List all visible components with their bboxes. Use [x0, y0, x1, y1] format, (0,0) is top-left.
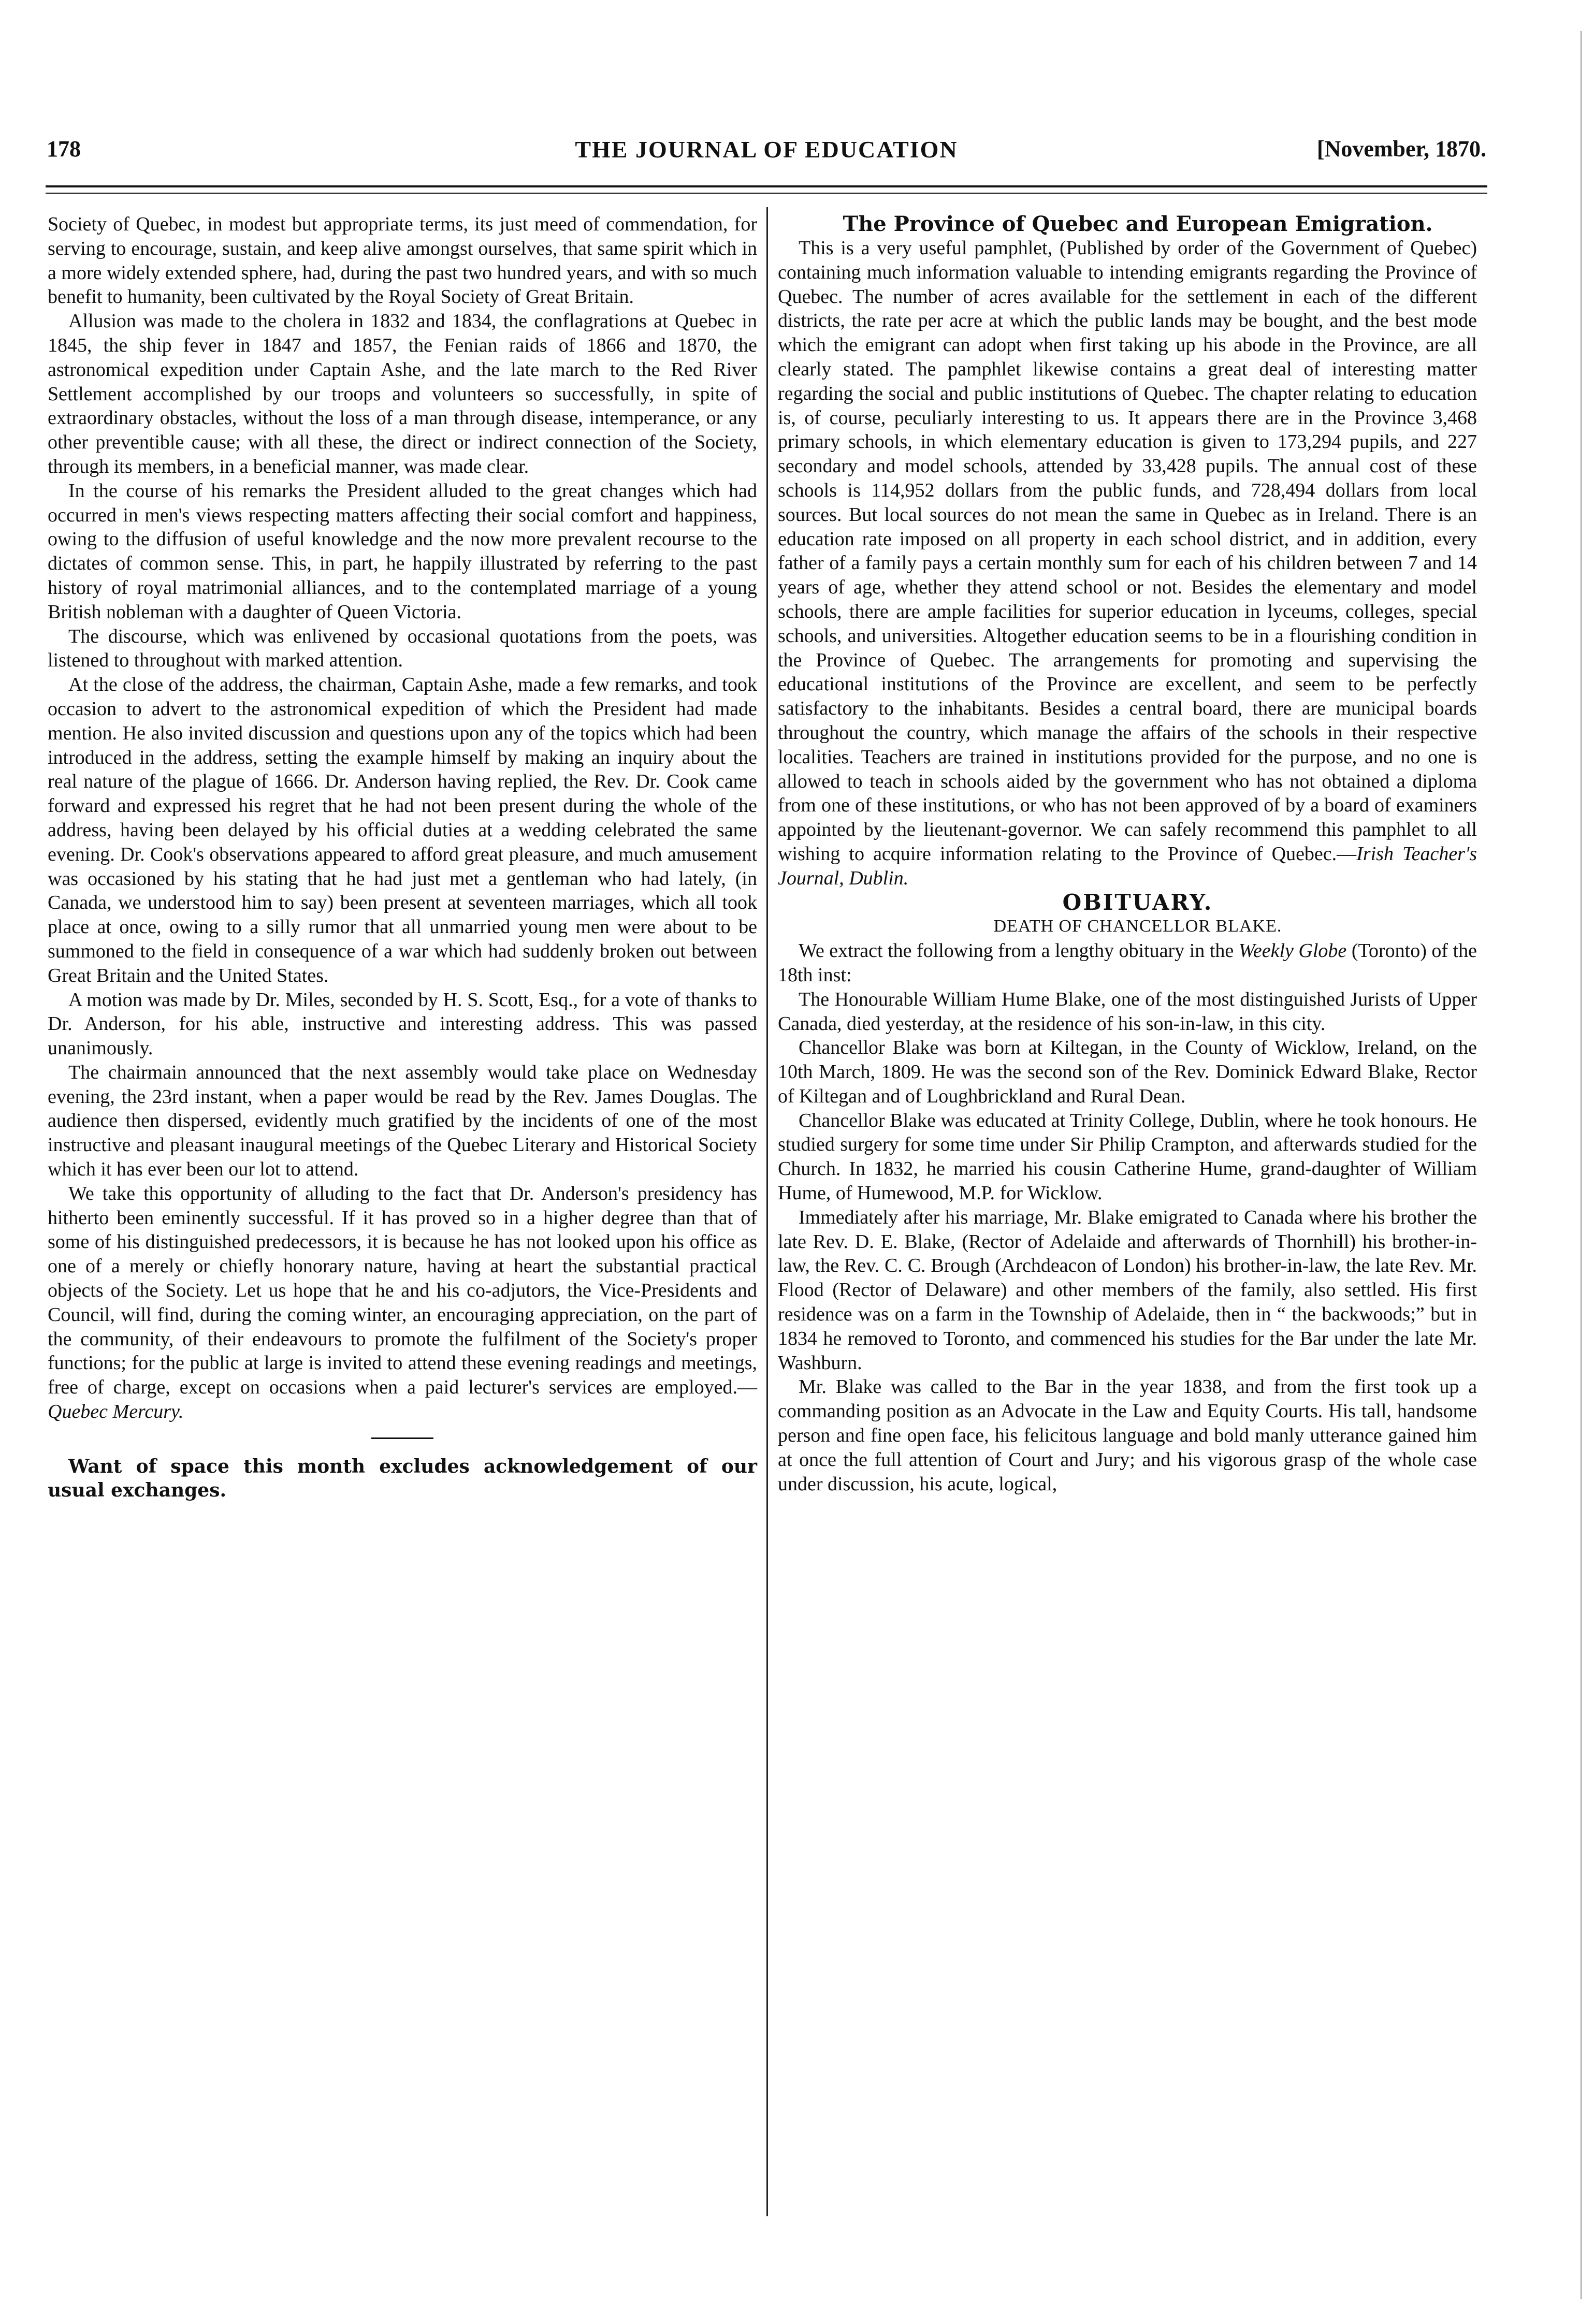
paragraph: The discourse, which was enlivened by occasional quotations from the poets, was listened to throughout with marked attention.: [48, 625, 757, 672]
paragraph-with-source: [48, 1182, 757, 1424]
page-edge-line: [1581, 31, 1582, 2299]
obituary-subtitle: DEATH OF CHANCELLOR BLAKE.: [993, 917, 1282, 936]
paragraph: Society of Quebec, in modest but appropriate terms, its just meed of commendation, for serving to encourage, sustain, and keep alive amongst ourselves, that same spirit which in a more widely extended sphere, had, during the past two hundred years, and with so much benefit to humanity, been cultivated by the Royal Society of Great Britain.: [48, 213, 757, 308]
obituary-paragraph: Immediately after his marriage, Mr. Blake emigrated to Canada where his brother the late Rev. D. E. Blake, (Rector of Adelaide and afterwards of Thornhill) his brother-in-law, the Rev. C. C. Brough (Archdeacon of London) his brother-in-law, the late Rev. Mr. Flood (Rector of Delaware) and other members of the family, also settled. His first residence was on a farm in the Township of Adelaide, then in “ the backwoods;” but in 1834 he removed to Toronto, and commenced his studies for the Bar under the late Mr. Washburn.: [778, 1206, 1477, 1374]
right-column: [778, 212, 1477, 1496]
exchanges-note: Want of space this month excludes acknowledgement of our usual exchanges.: [48, 1455, 757, 1501]
paragraph: We take this opportunity of alluding to the fact that Dr. Anderson's presidency has hitherto been eminently successful. If it has proved so in a higher degree than that of some of his distinguished predecessors, it is because he has not looked upon his office as one of a merely or chiefly honorary nature, having at heart the substantial practical objects of the Society. Let us hope that he and his co-adjutors, the Vice-Presidents and Council, will find, during the coming winter, an encouraging appreciation, on the part of the community, of their endeavours to promote the fulfilment of the Society's proper functions; for the public at large is invited to attend these evening readings and meetings, free of charge, except on occasions when a paid lecturer's services are employed.—: [48, 1182, 757, 1399]
journal-title: THE JOURNAL OF EDUCATION: [575, 136, 958, 163]
obituary-paragraph: Mr. Blake was called to the Bar in the year 1838, and from the first took up a commanding position as an Advocate in the Law and Equity Courts. His tall, handsome person and fine open face, his felicitous language and bold manly utterance gained him at once the full attention of Court and Jury; and his vigorous grasp of the whole case under discussion, his acute, logical,: [778, 1376, 1477, 1495]
source-citation: Quebec Mercury.: [48, 1401, 184, 1423]
obituary-paragraph: Chancellor Blake was born at Kiltegan, in the County of Wicklow, Ireland, on the 10th March, 1809. He was the second son of the Rev. Dominick Edward Blake, Rector of Kiltegan and of Loughbrickland and Rural Dean.: [778, 1037, 1477, 1107]
intro-text: We extract the following from a lengthy obituary in the: [799, 940, 1234, 962]
article-text: This is a very useful pamphlet, (Published by order of the Government of Quebec) containing much information valuable to intending emigrants regarding the Province of Quebec. The number of acres available for the settlement in each of the different districts, the rate per acre at which the public lands may be bought, and the best mode which the emigrant can adopt when first taking up his abode in the Province, are all clearly stated. The pamphlet likewise contains a great deal of interesting matter regarding the social and public institutions of Quebec. The chapter relating to education is, of course, peculiarly interesting to us. It appears there are in the Province 3,468 primary schools, in which elementary education is given to 173,294 pupils, and 227 secondary and model schools, attended by 33,428 pupils. The annual cost of these schools is 114,952 dollars from the public funds, and 728,494 dollars from local sources. But local sources do not mean the same in Quebec as in Ireland. There is an education rate imposed on all property in each school district, and in addition, every father of a family pays a certain monthly sum for each of his children between 7 and 14 years of age, whether they attend school or not. Besides the elementary and model schools, there are ample facilities for superior education in lyceums, colleges, special schools, and universities. Altogether education seems to be in a flourishing condition in the Province of Quebec. The arrangements for promoting and supervising the educational institutions of the Province are excellent, and seem to be perfectly satisfactory to the inhabitants. Besides a central board, there are municipal boards throughout the country, which manage the affairs of the schools in their respective localities. Teachers are trained in institutions provided for the purpose, and no one is allowed to teach in schools aided by the government who has not obtained a diploma from one of these institutions, or who has not been approved of by a board of examiners appointed by the lieutenant-governor. We can safely recommend this pamphlet to all wishing to acquire information relating to the Province of Quebec.—: [778, 237, 1477, 865]
page-header: [47, 136, 1486, 167]
obituary-title: OBITUARY.: [1062, 889, 1213, 915]
article-body: [778, 236, 1477, 891]
obituary-paragraph: The Honourable William Hume Blake, one of the most distinguished Jurists of Upper Canada, died yesterday, at the residence of his son-in-law, in this city.: [778, 988, 1477, 1035]
paragraph: In the course of his remarks the President alluded to the great changes which had occurred in men's views respecting matters affecting their social comfort and happiness, owing to the diffusion of useful knowledge and the now more prevalent recourse to the dictates of common sense. This, in part, he happily illustrated by referring to the past history of royal matrimonial alliances, and to the contemplated marriage of a young British nobleman with a daughter of Queen Victoria.: [48, 480, 757, 623]
newspaper-name: Weekly Globe: [1238, 940, 1347, 962]
section-divider: [371, 1437, 433, 1439]
paragraph: Allusion was made to the cholera in 1832 and 1834, the conflagrations at Quebec in 1845, the ship fever in 1847 and 1857, the Fenian raids of 1866 and 1870, the astronomical expedition under Captain Ashe, and the late march to the Red River Settlement accomplished by our troops and volunteers so successfully, in spite of extraordinary obstacles, without the loss of a man through disease, intemperance, or any other preventible cause; with all these, the direct or indirect connection of the Society, through its members, in a beneficial manner, was made clear.: [48, 310, 757, 477]
paragraph: At the close of the address, the chairman, Captain Ashe, made a few remarks, and took occasion to advert to the astronomical expedition of which the President had made mention. He also invited discussion and questions upon any of the topics which had been introduced in the address, setting the example himself by making an inquiry about the real nature of the plague of 1666. Dr. Anderson having replied, the Rev. Dr. Cook came forward and expressed his regret that he had not been present during the whole of the address, having been delayed by his official duties at a wedding celebrated the same evening. Dr. Cook's observations appeared to afford great pleasure, and much amusement was occasioned by his stating that he had just met a gentleman who had lately, (in Canada, we understood him to say) been present at seventeen marriages, which all took place at once, owing to a silly rumor that all unmarried young men were about to be summoned to the field in consequence of a war which had suddenly broken out between Great Britain and the United States.: [48, 674, 757, 986]
obituary-intro: [778, 939, 1477, 987]
header-rule-thick: [46, 185, 1487, 187]
paragraph: The chairmain announced that the next assembly would take place on Wednesday evening, the 23rd instant, when a paper would be read by the Rev. James Douglas. The audience then dispersed, evidently much gratified by the incidents of one of the most instructive and pleasant inaugural meetings of the Quebec Literary and Historical Society which it has ever been our lot to attend.: [48, 1061, 757, 1181]
page-number: 178: [47, 136, 81, 162]
obituary-paragraph: Chancellor Blake was educated at Trinity College, Dublin, where he took honours. He studied surgery for some time under Sir Philip Crampton, and afterwards studied for the Church. In 1832, he married his cousin Catherine Hume, grand-daughter of William Hume, of Humewood, M.P. for Wicklow.: [778, 1109, 1477, 1204]
column-divider: [766, 207, 768, 2216]
intro-text-end: (Toronto) of the 18th inst:: [778, 940, 1477, 986]
header-rule-thin: [46, 193, 1487, 194]
article-title: The Province of Quebec and European Emigration.: [843, 212, 1433, 236]
paragraph: A motion was made by Dr. Miles, seconded by H. S. Scott, Esq., for a vote of thanks to Dr. Anderson, for his able, instructive and interesting address. This was passed unanimously.: [48, 989, 757, 1059]
issue-date: [November, 1870.: [1316, 136, 1486, 162]
article-source: Irish Teacher's Journal, Dublin.: [778, 843, 1477, 889]
left-column: [48, 212, 757, 1502]
